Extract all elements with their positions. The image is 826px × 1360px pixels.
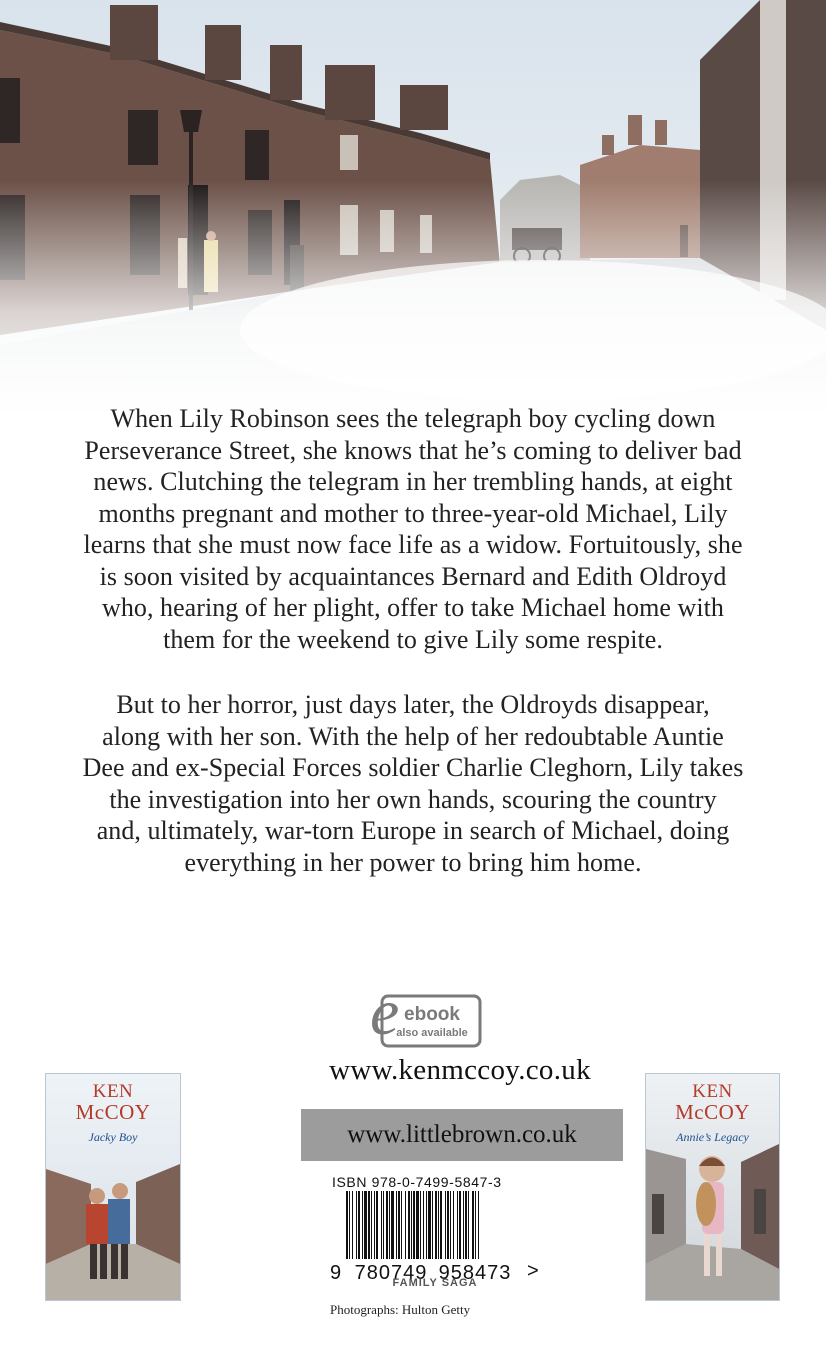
barcode-bar (371, 1191, 372, 1259)
barcode-bar (374, 1191, 375, 1259)
related-book-title: Jacky Boy (88, 1130, 138, 1144)
barcode-bar (364, 1191, 367, 1259)
blurb-line: them for the weekend to give Lily some respite. (163, 624, 663, 654)
blurb-paragraph-2 (40, 689, 786, 878)
barcode-bar (356, 1191, 357, 1259)
blurb-line: news. Clutching the telegram in her trembling hands, at eight (93, 467, 733, 496)
related-book-author-last: McCOY (675, 1100, 750, 1124)
barcode-bar (383, 1191, 384, 1259)
blurb-line: When Lily Robinson sees the telegraph boy cycling down (110, 404, 716, 433)
barcode-bar (447, 1191, 449, 1259)
barcode-bar (472, 1191, 474, 1259)
blurb-line: months pregnant and mother to three-year-old Michael, Lily (98, 498, 728, 528)
blurb-line: learns that she must now face life as a widow. Fortuitously, she (83, 530, 743, 559)
publisher-website-link[interactable]: www.littlebrown.co.uk (301, 1109, 623, 1161)
barcode-bar (368, 1191, 370, 1259)
barcode-bar (401, 1191, 402, 1259)
barcode-digits-left: 780749 (354, 1262, 428, 1281)
barcode-bar (352, 1191, 353, 1259)
barcode-bar (438, 1191, 439, 1259)
barcode-bar (445, 1191, 446, 1259)
barcode-quiet-zone-mark: > (527, 1260, 539, 1281)
barcode-bar (413, 1191, 415, 1259)
barcode-bar (405, 1191, 406, 1259)
blurb-line: along with her son. With the help of her redoubtable Auntie (102, 721, 724, 751)
barcode-bar (450, 1191, 451, 1259)
isbn-barcode (328, 1191, 542, 1281)
barcode-bar (416, 1191, 419, 1259)
barcode-bar (396, 1191, 397, 1259)
isbn-label: ISBN 978-0-7499-5847-3 (332, 1174, 502, 1190)
blurb-line: is soon visited by acquaintances Bernard and Edith Oldroyd (99, 561, 727, 591)
barcode-bar (398, 1191, 400, 1259)
barcode-bar (420, 1191, 421, 1259)
barcode-bars (346, 1191, 479, 1259)
related-book-author-first: KEN (692, 1081, 733, 1102)
barcode-bar (440, 1191, 442, 1259)
blurb-line: everything in her power to bring him home. (184, 847, 642, 877)
barcode-bar (389, 1191, 390, 1259)
barcode-bar (475, 1191, 476, 1259)
barcode-bar (453, 1191, 454, 1259)
barcode-bar (362, 1191, 363, 1259)
barcode-bar (358, 1191, 360, 1259)
related-book-cover-jacky-boy[interactable] (45, 1073, 181, 1301)
blurb-line: Dee and ex-Special Forces soldier Charlie Cleghorn, Lily takes (82, 753, 744, 782)
related-book-author-last: McCOY (75, 1100, 151, 1124)
barcode-bar (386, 1191, 388, 1259)
blurb-line: who, hearing of her plight, offer to take Michael home with (102, 593, 724, 622)
barcode-bar (408, 1191, 410, 1259)
barcode-bar (435, 1191, 437, 1259)
barcode-bar (381, 1191, 382, 1259)
related-book-cover-annies-legacy[interactable] (645, 1073, 780, 1301)
barcode-bar (426, 1191, 427, 1259)
barcode-bar (428, 1191, 431, 1259)
barcode-digits-right: 958473 (438, 1262, 512, 1281)
blurb-line: and, ultimately, war-torn Europe in search of Michael, doing (96, 816, 730, 845)
back-cover-blurb (40, 403, 786, 878)
cover-photo-street-scene (0, 0, 826, 420)
barcode-bar (457, 1191, 458, 1259)
barcode-bar (468, 1191, 469, 1259)
barcode-bar (376, 1191, 378, 1259)
barcode-bar (346, 1191, 348, 1259)
barcode-bar (478, 1191, 479, 1259)
barcode-bar (411, 1191, 412, 1259)
blurb-line: But to her horror, just days later, the Oldroyds disappear, (116, 690, 710, 719)
barcode-bar (423, 1191, 424, 1259)
blurb-line: Perseverance Street, she knows that he’s coming to deliver bad (84, 435, 742, 465)
ebook-available-logo (344, 980, 486, 1050)
related-book-title: Annie’s Legacy (676, 1130, 749, 1144)
barcode-bar (459, 1191, 461, 1259)
barcode-bar (432, 1191, 433, 1259)
blurb-paragraph-1 (40, 403, 786, 655)
barcode-bar (465, 1191, 467, 1259)
genre-label: FAMILY SAGA (392, 1277, 478, 1289)
barcode-bar (391, 1191, 394, 1259)
barcode-digit-first: 9 (330, 1262, 342, 1281)
blurb-line: the investigation into her own hands, scouring the country (109, 784, 717, 814)
ebook-e-mark: e (370, 980, 400, 1049)
author-website-link[interactable]: www.kenmccoy.co.uk (329, 1054, 591, 1086)
ebook-sub-label: also available (396, 1027, 468, 1039)
ebook-label: ebook (404, 1004, 460, 1025)
photo-credit: Photographs: Hulton Getty (330, 1302, 471, 1317)
barcode-bar (349, 1191, 350, 1259)
related-book-author-first: KEN (92, 1081, 134, 1102)
barcode-bar (463, 1191, 464, 1259)
